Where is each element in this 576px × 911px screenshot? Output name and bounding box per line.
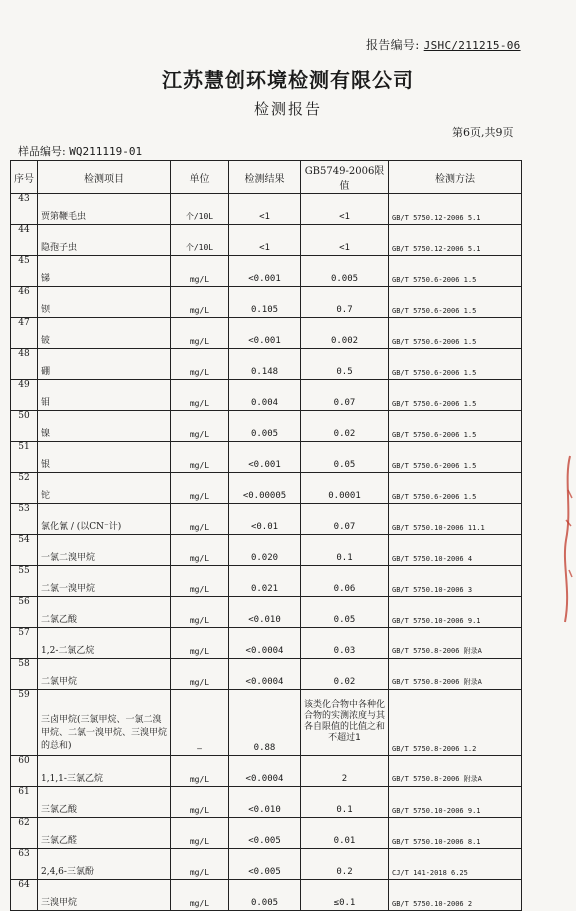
header-method: 检测方法 [389, 161, 522, 194]
row-number: 51 [11, 442, 38, 473]
test-item: 二氯乙酸 [38, 597, 171, 628]
standard-limit: 0.002 [301, 318, 389, 349]
row-number: 61 [11, 787, 38, 818]
test-result: <0.001 [229, 318, 301, 349]
standard-limit: 0.7 [301, 287, 389, 318]
row-number: 64 [11, 880, 38, 911]
unit: mg/L [171, 787, 229, 818]
test-result: <0.005 [229, 849, 301, 880]
test-method: GB/T 5750.6-2006 1.5 [389, 256, 522, 287]
row-number: 48 [11, 349, 38, 380]
standard-limit: ≤0.1 [301, 880, 389, 911]
test-item: 氯化氰 / (以CN⁻计) [38, 504, 171, 535]
test-method: GB/T 5750.8-2006 附录A [389, 756, 522, 787]
sample-number-value: WQ211119-01 [69, 145, 143, 158]
header-result: 检测结果 [229, 161, 301, 194]
test-method: GB/T 5750.8-2006 附录A [389, 628, 522, 659]
row-number: 52 [11, 473, 38, 504]
unit: mg/L [171, 318, 229, 349]
test-method: GB/T 5750.6-2006 1.5 [389, 287, 522, 318]
row-number: 59 [11, 690, 38, 756]
test-item: 1,1,1-三氯乙烷 [38, 756, 171, 787]
test-item: 锑 [38, 256, 171, 287]
table-row [11, 690, 522, 756]
test-method: GB/T 5750.10-2006 3 [389, 566, 522, 597]
header-unit: 单位 [171, 161, 229, 194]
table-row [11, 349, 522, 380]
test-result: <0.0004 [229, 628, 301, 659]
test-result: <0.00005 [229, 473, 301, 504]
standard-limit: 0.2 [301, 849, 389, 880]
unit: mg/L [171, 818, 229, 849]
test-result: 0.004 [229, 380, 301, 411]
test-item: 2,4,6-三氯酚 [38, 849, 171, 880]
standard-limit: 0.02 [301, 411, 389, 442]
test-item: 钡 [38, 287, 171, 318]
unit: — [171, 690, 229, 756]
test-result: <0.0004 [229, 659, 301, 690]
test-item: 银 [38, 442, 171, 473]
test-method: GB/T 5750.6-2006 1.5 [389, 349, 522, 380]
test-result: <0.010 [229, 597, 301, 628]
table-row [11, 659, 522, 690]
standard-limit: 0.03 [301, 628, 389, 659]
standard-limit: 0.02 [301, 659, 389, 690]
unit: mg/L [171, 597, 229, 628]
page-info: 第6页,共9页 [452, 126, 514, 139]
test-method: GB/T 5750.8-2006 1.2 [389, 690, 522, 756]
test-method: GB/T 5750.10-2006 4 [389, 535, 522, 566]
test-item: 镍 [38, 411, 171, 442]
row-number: 47 [11, 318, 38, 349]
test-item: 硼 [38, 349, 171, 380]
test-item: 铍 [38, 318, 171, 349]
unit: 个/10L [171, 194, 229, 225]
standard-limit: 0.05 [301, 597, 389, 628]
test-result: <1 [229, 194, 301, 225]
test-method: GB/T 5750.10-2006 2 [389, 880, 522, 911]
standard-limit: 0.07 [301, 504, 389, 535]
standard-limit: 0.05 [301, 442, 389, 473]
standard-limit: 0.1 [301, 535, 389, 566]
table-row [11, 597, 522, 628]
test-result: 0.148 [229, 349, 301, 380]
standard-limit: 0.5 [301, 349, 389, 380]
table-row [11, 287, 522, 318]
table-row [11, 566, 522, 597]
test-item: 二氯一溴甲烷 [38, 566, 171, 597]
row-number: 55 [11, 566, 38, 597]
row-number: 43 [11, 194, 38, 225]
test-result: <0.010 [229, 787, 301, 818]
table-row [11, 880, 522, 911]
test-result: <0.01 [229, 504, 301, 535]
header-limit: GB5749-2006限值 [301, 161, 389, 194]
red-seal-stamp-fragment [560, 450, 574, 630]
row-number: 56 [11, 597, 38, 628]
unit: mg/L [171, 504, 229, 535]
table-row [11, 318, 522, 349]
row-number: 62 [11, 818, 38, 849]
unit: mg/L [171, 880, 229, 911]
table-row [11, 256, 522, 287]
header-no: 序号 [11, 161, 38, 194]
test-method: GB/T 5750.10-2006 8.1 [389, 818, 522, 849]
test-result: 0.005 [229, 411, 301, 442]
row-number: 44 [11, 225, 38, 256]
test-method: GB/T 5750.8-2006 附录A [389, 659, 522, 690]
test-item: 三氯乙酸 [38, 787, 171, 818]
row-number: 45 [11, 256, 38, 287]
sample-number [18, 143, 142, 159]
unit: mg/L [171, 473, 229, 504]
row-number: 49 [11, 380, 38, 411]
table-header-row [11, 161, 522, 194]
unit: mg/L [171, 411, 229, 442]
test-method: GB/T 5750.10-2006 9.1 [389, 787, 522, 818]
test-item: 三卤甲烷(三氯甲烷、一氯二溴甲烷、二氯一溴甲烷、三溴甲烷的总和) [38, 690, 171, 756]
unit: mg/L [171, 535, 229, 566]
test-item: 贾第鞭毛虫 [38, 194, 171, 225]
standard-limit: <1 [301, 194, 389, 225]
table-row [11, 411, 522, 442]
table-row [11, 818, 522, 849]
standard-limit: 0.06 [301, 566, 389, 597]
results-table [10, 160, 522, 911]
table-row [11, 628, 522, 659]
table-row [11, 756, 522, 787]
test-result: 0.88 [229, 690, 301, 756]
unit: mg/L [171, 756, 229, 787]
test-item: 1,2-二氯乙烷 [38, 628, 171, 659]
standard-limit: 0.07 [301, 380, 389, 411]
test-method: GB/T 5750.10-2006 9.1 [389, 597, 522, 628]
unit: mg/L [171, 442, 229, 473]
row-number: 53 [11, 504, 38, 535]
test-item: 一氯二溴甲烷 [38, 535, 171, 566]
standard-limit: 0.1 [301, 787, 389, 818]
unit: mg/L [171, 256, 229, 287]
unit: 个/10L [171, 225, 229, 256]
standard-limit: <1 [301, 225, 389, 256]
test-method: GB/T 5750.12-2006 5.1 [389, 225, 522, 256]
test-item: 隐孢子虫 [38, 225, 171, 256]
sample-number-label: 样品编号: [18, 145, 66, 158]
table-row [11, 849, 522, 880]
table-row [11, 442, 522, 473]
unit: mg/L [171, 849, 229, 880]
report-number [366, 36, 521, 53]
unit: mg/L [171, 349, 229, 380]
standard-limit: 0.0001 [301, 473, 389, 504]
test-method: GB/T 5750.6-2006 1.5 [389, 411, 522, 442]
test-method: GB/T 5750.6-2006 1.5 [389, 318, 522, 349]
test-result: <0.0004 [229, 756, 301, 787]
test-method: GB/T 5750.12-2006 5.1 [389, 194, 522, 225]
test-item: 钼 [38, 380, 171, 411]
table-row [11, 194, 522, 225]
row-number: 46 [11, 287, 38, 318]
table-row [11, 504, 522, 535]
test-method: GB/T 5750.10-2006 11.1 [389, 504, 522, 535]
row-number: 50 [11, 411, 38, 442]
test-item: 铊 [38, 473, 171, 504]
test-result: 0.021 [229, 566, 301, 597]
test-result: <1 [229, 225, 301, 256]
table-row [11, 380, 522, 411]
report-number-value: JSHC/211215-06 [423, 39, 521, 52]
test-item: 三溴甲烷 [38, 880, 171, 911]
row-number: 54 [11, 535, 38, 566]
header-item: 检测项目 [38, 161, 171, 194]
test-result: <0.001 [229, 442, 301, 473]
unit: mg/L [171, 628, 229, 659]
test-method: GB/T 5750.6-2006 1.5 [389, 442, 522, 473]
test-item: 二氯甲烷 [38, 659, 171, 690]
standard-limit: 该类化合物中各种化合物的实测浓度与其各自限值的比值之和不超过1 [301, 690, 389, 756]
test-method: GB/T 5750.6-2006 1.5 [389, 473, 522, 504]
test-item: 三氯乙醛 [38, 818, 171, 849]
unit: mg/L [171, 659, 229, 690]
row-number: 63 [11, 849, 38, 880]
test-result: <0.005 [229, 818, 301, 849]
report-number-label: 报告编号: [366, 38, 420, 52]
test-result: 0.005 [229, 880, 301, 911]
company-name: 江苏慧创环境检测有限公司 [162, 68, 414, 92]
unit: mg/L [171, 287, 229, 318]
test-result: 0.020 [229, 535, 301, 566]
unit: mg/L [171, 566, 229, 597]
test-method: GB/T 5750.6-2006 1.5 [389, 380, 522, 411]
unit: mg/L [171, 380, 229, 411]
table-row [11, 535, 522, 566]
test-result: 0.105 [229, 287, 301, 318]
test-result: <0.001 [229, 256, 301, 287]
standard-limit: 0.005 [301, 256, 389, 287]
row-number: 60 [11, 756, 38, 787]
table-row [11, 225, 522, 256]
table-row [11, 787, 522, 818]
report-title: 检测报告 [253, 100, 322, 118]
standard-limit: 0.01 [301, 818, 389, 849]
row-number: 57 [11, 628, 38, 659]
test-method: CJ/T 141-2018 6.25 [389, 849, 522, 880]
table-row [11, 473, 522, 504]
standard-limit: 2 [301, 756, 389, 787]
row-number: 58 [11, 659, 38, 690]
